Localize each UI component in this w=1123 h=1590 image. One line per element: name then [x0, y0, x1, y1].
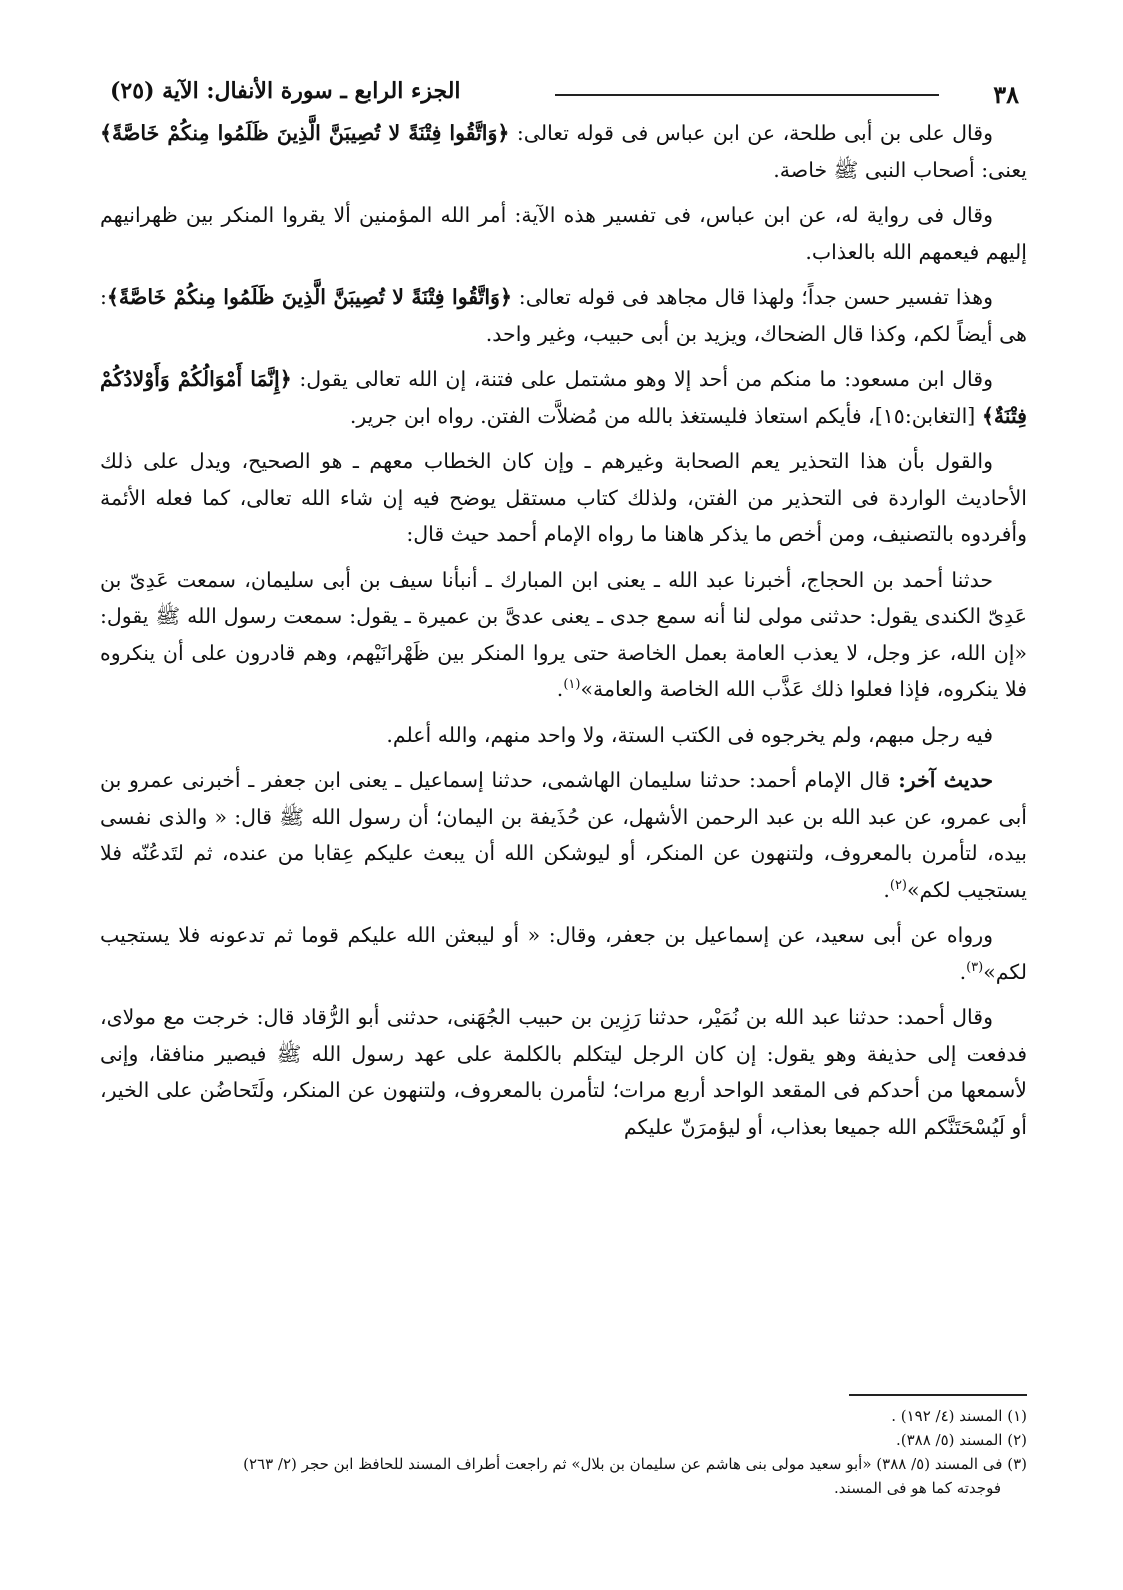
emphasis-text: ﴿وَاتَّقُوا فِتْنَةً لا تُصِيبَنَّ الَّذِينَ ظَلَمُوا مِنكُمْ خَاصَّةً﴾ — [100, 121, 510, 145]
footnote-marker: (٢) — [889, 877, 907, 893]
paragraph-text: وقال على بن أبى طلحة، عن ابن عباس فى قوله تعالى: — [509, 121, 993, 145]
paragraph-text: وقال ابن مسعود: ما منكم من أحد إلا وهو مشتمل على فتنة، إن الله تعالى يقول: — [291, 367, 993, 391]
page-number: ٣٨ — [993, 80, 1019, 109]
paragraph-text: وهذا تفسير حسن جداً؛ ولهذا قال مجاهد فى قوله تعالى: — [511, 285, 993, 309]
footnote-separator — [849, 1394, 1027, 1396]
paragraph — [100, 999, 1027, 1145]
running-title: الجزء الرابع ـ سورة الأنفال: الآية (٢٥) — [110, 78, 461, 104]
emphasis-text: ﴿إِنَّمَا أَمْوَالُكُمْ وَأَوْلادُكُمْ فِتْنَةٌ﴾ — [100, 367, 1027, 428]
paragraph — [100, 197, 1027, 270]
page-header — [100, 74, 1027, 114]
paragraph-text: [التغابن:١٥]، فأيكم استعاذ فليستغذ بالله من مُضلاَّت الفتن. رواه ابن جرير. — [349, 403, 982, 428]
main-text — [100, 115, 1027, 1154]
emphasis-text: حديث آخر: — [898, 768, 994, 792]
paragraph — [100, 361, 1027, 434]
footnote: (٢) المسند (٥/ ٣٨٨). — [895, 1431, 1027, 1449]
paragraph-text: . — [959, 959, 967, 984]
paragraph-text: فيه رجل مبهم، ولم يخرجوه فى الكتب الستة، ولا واحد منهم، والله أعلم. — [386, 722, 993, 747]
paragraph-text: حدثنا أحمد بن الحجاج، أخبرنا عبد الله ـ يعنى ابن المبارك ـ أنبأنا سيف بن أبى سليمان، سمعت عَدِىّ بن عَدِىّ الكندى يقول: حدثنى مولى لنا أنه سمع جدى ـ يعنى عدىَّ بن عميرة ـ يقول: سمعت رسول الله ﷺ يقول: «إن الله، عز وجل، لا يعذب العامة بعمل الخاصة حتى يروا المنكر بين ظَهْرانَيْهم، وهم قادرون على أن ينكروه فلا ينكروه، فإذا فعلوا ذلك عَذَّب الله الخاصة والعامة» — [100, 567, 1027, 701]
paragraph-text: . — [556, 677, 564, 701]
footnotes — [100, 1404, 1027, 1500]
paragraph — [100, 115, 1027, 188]
paragraph-text: ورواه عن أبى سعيد، عن إسماعيل بن جعفر، وقال: « أو ليبعثن الله عليكم قوما ثم تدعونه فلا يستجيب لكم» — [100, 923, 1027, 984]
paragraph — [100, 917, 1027, 990]
footnote-marker: (٣) — [966, 959, 984, 975]
footnote: (٣) فى المسند (٥/ ٣٨٨) «أبو سعيد مولى بنى هاشم عن سليمان بن بلال» ثم راجعت أطراف المسند للحافظ ابن حجر (٢/ ٢٦٣) — [243, 1455, 1027, 1473]
emphasis-text: ﴿وَاتَّقُوا فِتْنَةً لا تُصِيبَنَّ الَّذِينَ ظَلَمُوا مِنكُمْ خَاصَّةً﴾ — [106, 285, 512, 309]
paragraph — [100, 717, 1027, 754]
paragraph — [100, 279, 1027, 352]
paragraph — [100, 443, 1027, 553]
header-rule — [555, 94, 939, 96]
footnote-marker: (١) — [563, 677, 581, 693]
paragraph-text: وقال فى رواية له، عن ابن عباس، فى تفسير هذه الآية: أمر الله المؤمنين ألا يقروا المنكر بين ظهرانيهم إليهم فيعمهم الله بالعذاب. — [100, 203, 1027, 264]
paragraph-text: قال الإمام أحمد: حدثنا سليمان الهاشمى، حدثنا إسماعيل ـ يعنى ابن جعفر ـ أخبرنى عمرو بن أبى عمرو، عن عبد الله بن عبد الرحمن الأشهل، عن حُذَيفة بن اليمان؛ أن رسول الله ﷺ قال: « والذى نفسى بيده، لتأمرن بالمعروف، ولتنهون عن المنكر، أو ليوشكن الله أن يبعث عليكم عِقابا من عنده، ثم لتَدعُنّه فلا يستجيب لكم» — [100, 768, 1027, 902]
paragraph-text: : هى أيضاً لكم، وكذا قال الضحاك، ويزيد بن أبى حبيب، وغير واحد. — [100, 285, 1027, 346]
paragraph-text: . — [883, 877, 890, 902]
paragraph-text: والقول بأن هذا التحذير يعم الصحابة وغيرهم ـ وإن كان الخطاب معهم ـ هو الصحيح، ويدل على ذلك الأحاديث الواردة فى التحذير من الفتن، ولذلك كتاب مستقل يوضح فيه إن شاء الله تعالى، كما فعله الأئمة وأفردوه بالتصنيف، ومن أخص ما يذكر هاهنا ما رواه الإمام أحمد حيث قال: — [100, 449, 1027, 546]
footnote: (١) المسند (٤/ ١٩٢) . — [891, 1407, 1027, 1425]
paragraph — [100, 562, 1027, 708]
paragraph — [100, 762, 1027, 908]
footnote: فوجدته كما هو فى المسند. — [833, 1479, 1001, 1497]
paragraph-text: وقال أحمد: حدثنا عبد الله بن نُمَيْر، حدثنا رَزِين بن حبيب الجُهَنى، حدثنى أبو الرُّقاد قال: خرجت مع مولاى، فدفعت إلى حذيفة وهو يقول: إن كان الرجل ليتكلم بالكلمة على عهد رسول الله ﷺ فيصير منافقا، وإنى لأسمعها من أحدكم فى المقعد الواحد أربع مرات؛ لتأمرن بالمعروف، ولتنهون عن المنكر، ولَتَحاضُن على الخير، أو لَيُسْحَتَنَّكم الله جميعا بعذاب، أو ليؤمرَنّ عليكم — [100, 1005, 1027, 1139]
paragraph-text: يعنى: أصحاب النبى ﷺ خاصة. — [773, 157, 1027, 182]
